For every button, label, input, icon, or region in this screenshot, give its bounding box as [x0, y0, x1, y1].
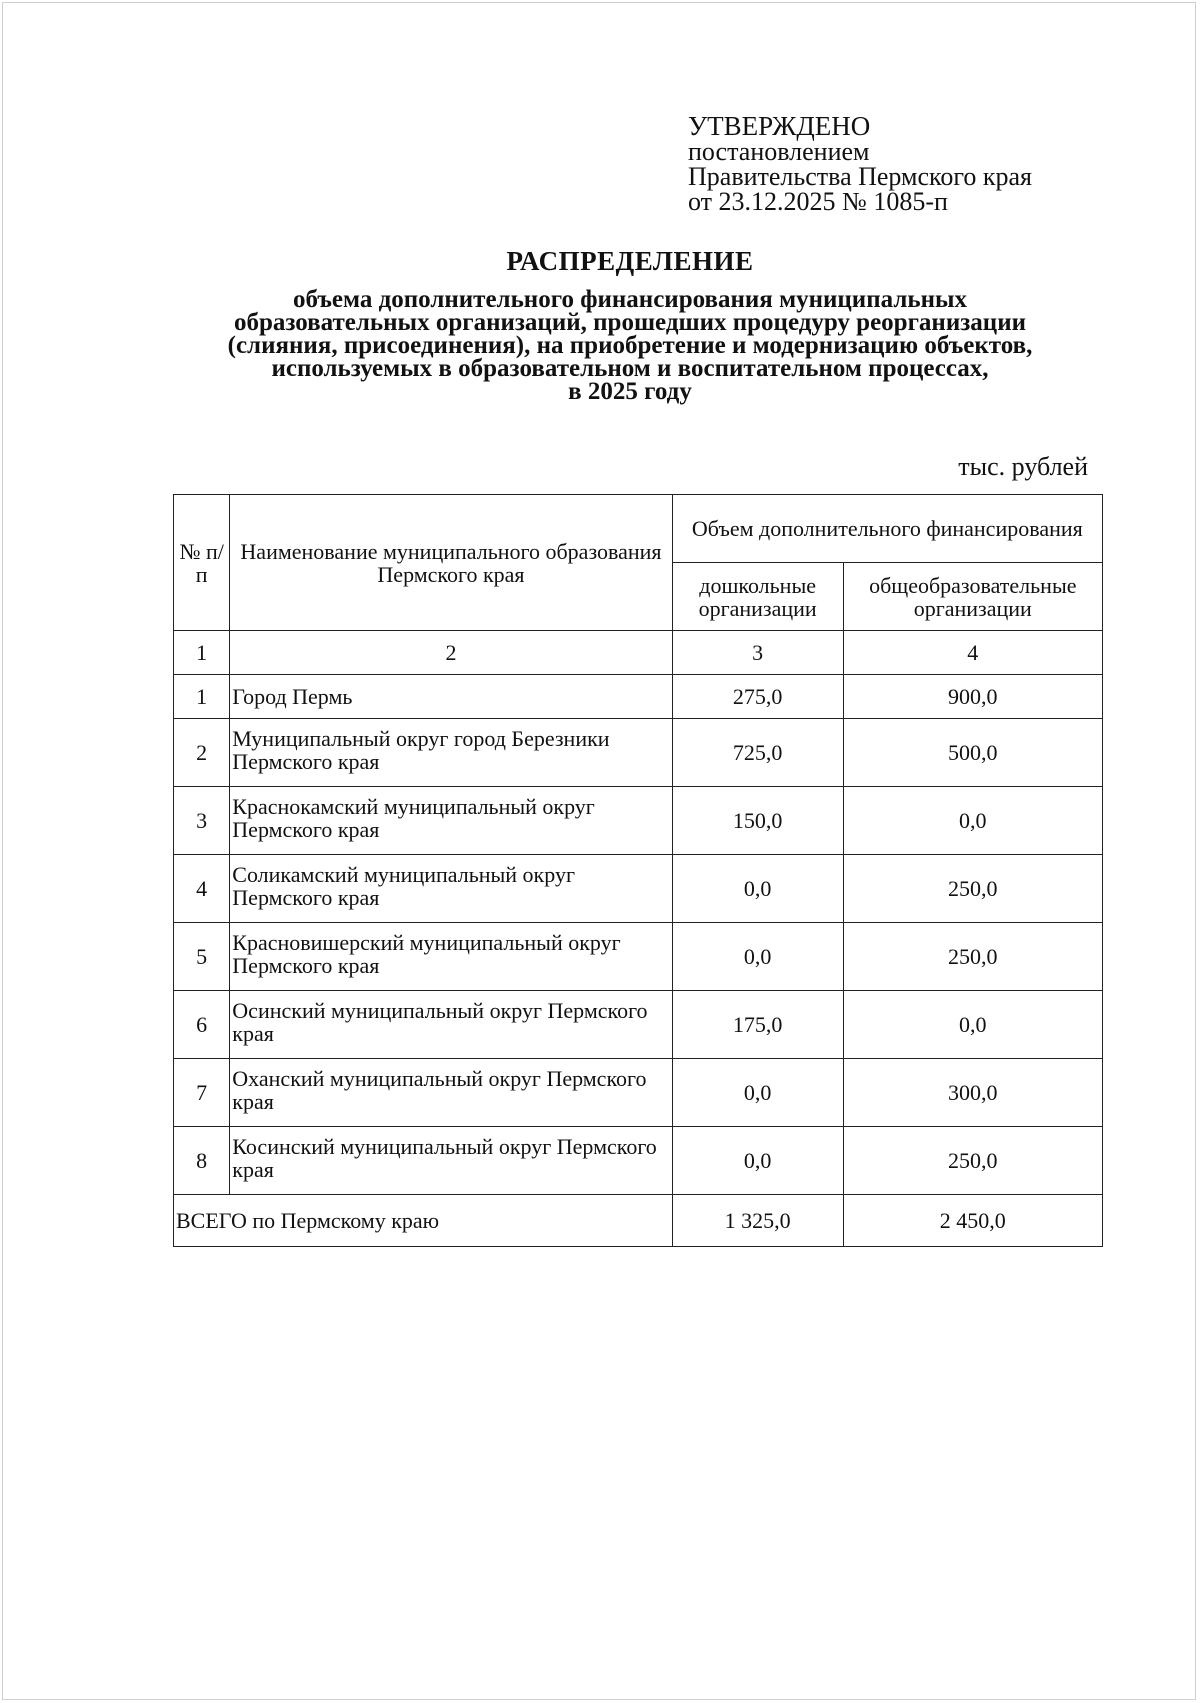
distribution-table	[173, 494, 1103, 1247]
row-preschool: 0,0	[672, 923, 843, 991]
header-name: Наименование муниципального образования Пермского края	[230, 495, 672, 631]
subtitle-line-4: используемых в образовательном и воспитательном процессах,	[271, 355, 989, 382]
table-row	[174, 787, 1103, 855]
total-general: 2 450,0	[843, 1195, 1102, 1247]
subtitle-line-1: объема дополнительного финансирования муниципальных	[292, 286, 968, 313]
row-preschool: 0,0	[672, 1059, 843, 1127]
table-row	[174, 1059, 1103, 1127]
approval-line-2: Правительства Пермского края	[688, 162, 1032, 191]
total-row	[174, 1195, 1103, 1247]
approval-block	[688, 111, 1032, 216]
table-row	[174, 719, 1103, 787]
column-number: 3	[672, 631, 843, 675]
row-num: 6	[174, 991, 230, 1059]
row-num: 7	[174, 1059, 230, 1127]
total-preschool: 1 325,0	[672, 1195, 843, 1247]
header-volume: Объем дополнительного финансирования	[672, 495, 1102, 563]
table-row	[174, 675, 1103, 719]
row-preschool: 175,0	[672, 991, 843, 1059]
row-num: 5	[174, 923, 230, 991]
row-name: Косинский муниципальный округ Пермского края	[230, 1127, 672, 1195]
approval-line-3: от 23.12.2025 № 1085-п	[688, 187, 948, 216]
row-name: Оханский муниципальный округ Пермского края	[230, 1059, 672, 1127]
row-name: Город Пермь	[230, 675, 672, 719]
document-subtitle	[100, 288, 1160, 403]
units-label: тыс. рублей	[958, 452, 1088, 481]
header-num: № п/п	[174, 495, 230, 631]
table-row	[174, 991, 1103, 1059]
row-name: Красновишерский муниципальный округ Пермского края	[230, 923, 672, 991]
row-general: 250,0	[843, 1127, 1102, 1195]
row-preschool: 725,0	[672, 719, 843, 787]
table-header-row	[174, 495, 1103, 563]
table-row	[174, 1127, 1103, 1195]
column-number-row	[174, 631, 1103, 675]
row-general: 500,0	[843, 719, 1102, 787]
row-num: 4	[174, 855, 230, 923]
approval-line-1: постановлением	[688, 137, 870, 166]
row-general: 0,0	[843, 991, 1102, 1059]
subtitle-line-5: в 2025 году	[568, 378, 692, 405]
row-general: 250,0	[843, 855, 1102, 923]
row-general: 900,0	[843, 675, 1102, 719]
header-preschool: дошкольные организации	[672, 563, 843, 631]
row-name: Муниципальный округ город Березники Пермского края	[230, 719, 672, 787]
row-name: Соликамский муниципальный округ Пермского края	[230, 855, 672, 923]
document-title: РАСПРЕДЕЛЕНИЕ	[506, 246, 754, 276]
row-num: 1	[174, 675, 230, 719]
row-preschool: 0,0	[672, 855, 843, 923]
row-name: Осинский муниципальный округ Пермского края	[230, 991, 672, 1059]
row-num: 3	[174, 787, 230, 855]
column-number: 2	[230, 631, 672, 675]
subtitle-line-3: (слияния, присоединения), на приобретение и модернизацию объектов,	[227, 332, 1033, 359]
header-general: общеобразовательные организации	[843, 563, 1102, 631]
table-row	[174, 855, 1103, 923]
subtitle-line-2: образовательных организаций, прошедших процедуру реорганизации	[233, 309, 1027, 336]
row-general: 250,0	[843, 923, 1102, 991]
column-number: 4	[843, 631, 1102, 675]
row-general: 300,0	[843, 1059, 1102, 1127]
approved-label: УТВЕРЖДЕНО	[688, 111, 871, 141]
row-num: 8	[174, 1127, 230, 1195]
row-num: 2	[174, 719, 230, 787]
row-name: Краснокамский муниципальный округ Пермского края	[230, 787, 672, 855]
column-number: 1	[174, 631, 230, 675]
row-preschool: 150,0	[672, 787, 843, 855]
total-label: ВСЕГО по Пермскому краю	[174, 1195, 673, 1247]
row-preschool: 0,0	[672, 1127, 843, 1195]
row-preschool: 275,0	[672, 675, 843, 719]
table-row	[174, 923, 1103, 991]
row-general: 0,0	[843, 787, 1102, 855]
